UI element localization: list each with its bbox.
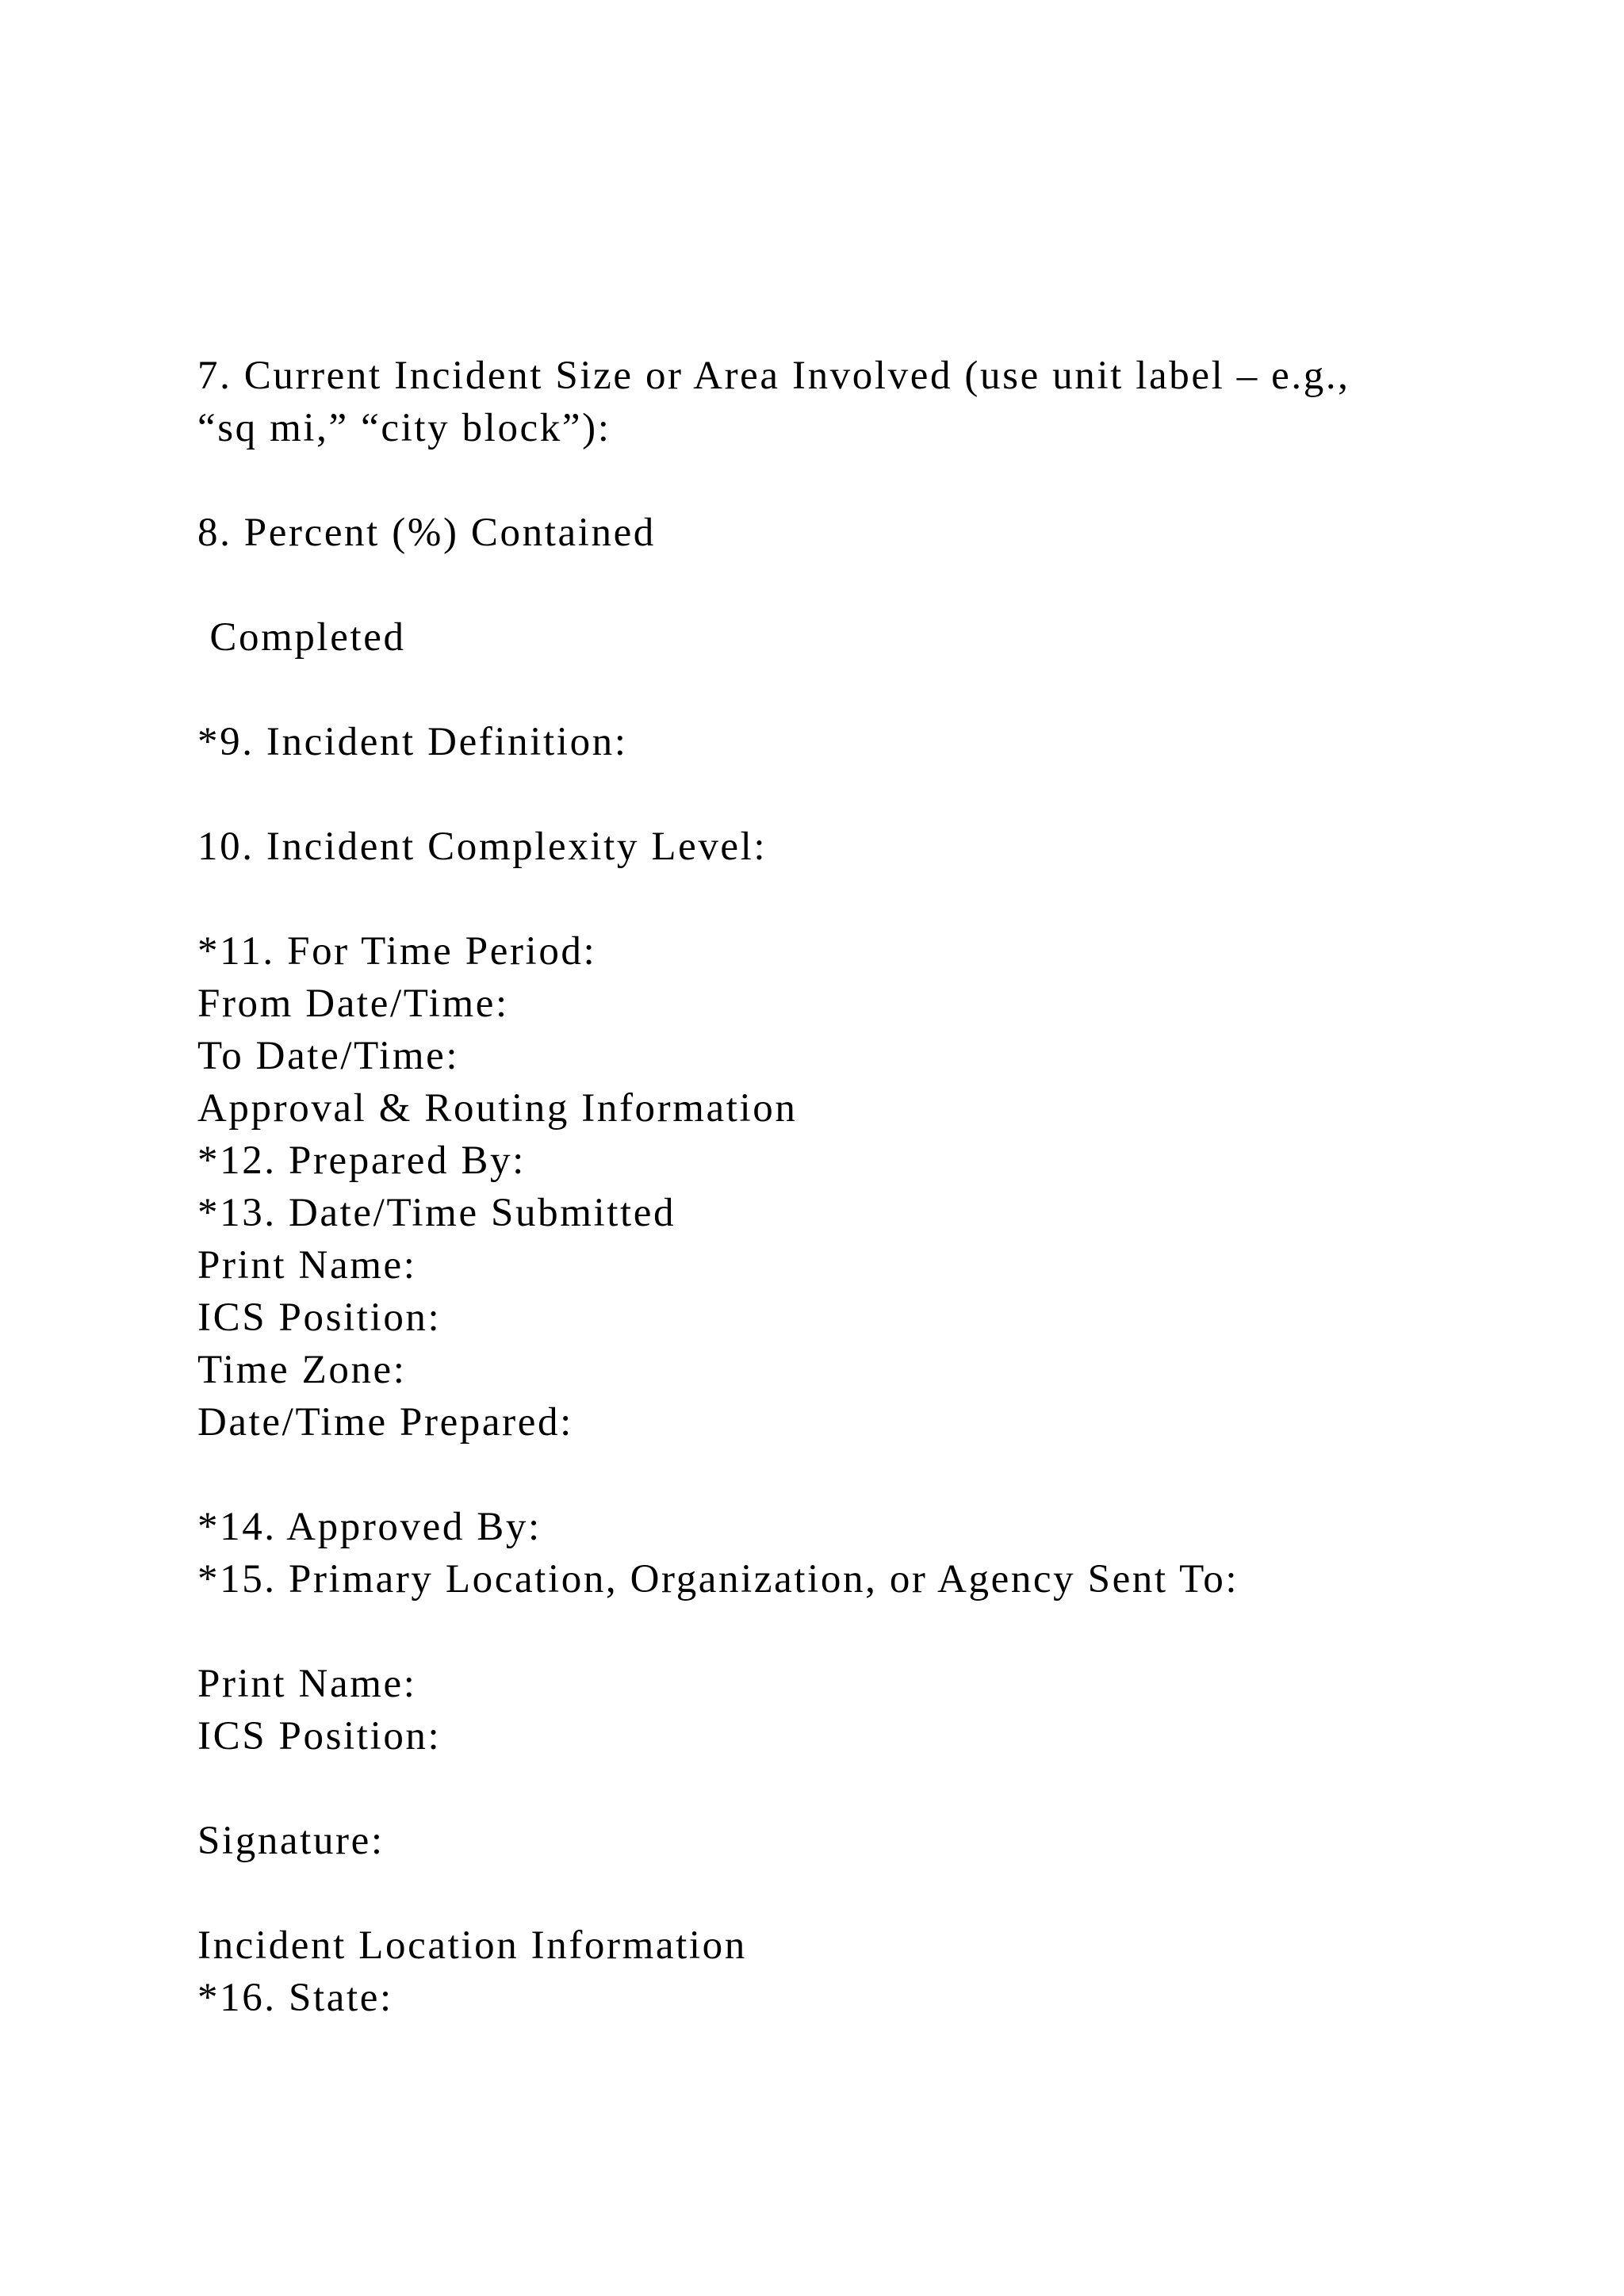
field-8-completed: Completed [197,615,406,660]
field-11-for-time-period: *11. For Time Period: [197,929,597,974]
from-date-time-label: From Date/Time: [197,982,509,1026]
document-body [197,350,1506,2024]
section-heading-incident-location: Incident Location Information [197,1923,747,1968]
field-10-incident-complexity-level: 10. Incident Complexity Level: [197,825,768,869]
field-7-current-incident-size-line-1: 7. Current Incident Size or Area Involved (use unit label – e.g., [197,354,1350,398]
blank-line [197,1762,1506,1815]
blank-line [197,873,1506,925]
blank-line [197,664,1506,716]
to-date-time-label: To Date/Time: [197,1034,460,1078]
field-13-date-time-submitted: *13. Date/Time Submitted [197,1191,676,1235]
ics-position-label: ICS Position: [197,1295,442,1340]
field-8-percent-contained: 8. Percent (%) Contained [197,511,656,555]
time-zone-label: Time Zone: [197,1348,407,1392]
blank-line [197,1867,1506,1919]
field-14-approved-by: *14. Approved By: [197,1505,542,1549]
blank-line [197,454,1506,507]
blank-line [197,1605,1506,1658]
print-name-label: Print Name: [197,1243,417,1288]
blank-line [197,559,1506,611]
date-time-prepared-label: Date/Time Prepared: [197,1400,573,1445]
field-7-current-incident-size-line-2: “sq mi,” “city block”): [197,406,611,450]
section-heading-approval-routing: Approval & Routing Information [197,1086,798,1131]
ics-position-label-approver: ICS Position: [197,1714,442,1758]
field-9-incident-definition: *9. Incident Definition: [197,720,628,764]
print-name-label-approver: Print Name: [197,1662,417,1706]
blank-line [197,1448,1506,1501]
blank-line [197,768,1506,821]
field-16-state: *16. State: [197,1976,393,2020]
field-12-prepared-by: *12. Prepared By: [197,1138,526,1183]
field-15-primary-location-sent-to: *15. Primary Location, Organization, or Agency Sent To: [197,1557,1239,1601]
signature-label: Signature: [197,1819,385,1863]
